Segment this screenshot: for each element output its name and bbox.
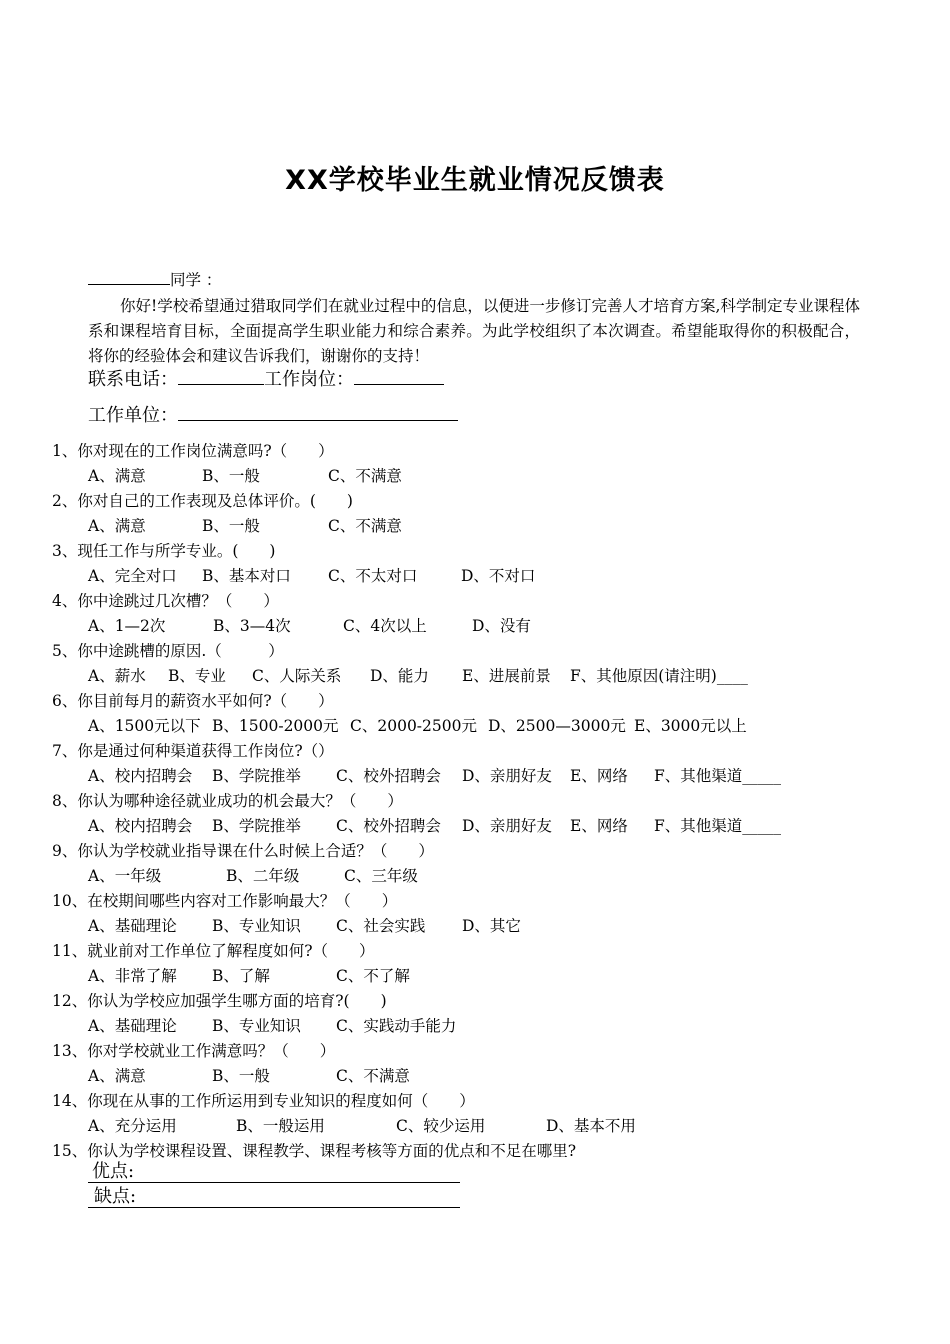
option[interactable]: C、社会实践 xyxy=(336,917,426,935)
option[interactable]: A、充分运用 xyxy=(88,1117,177,1135)
option[interactable]: B、一般运用 xyxy=(236,1117,325,1135)
question-15: 15、你认为学校课程设置、课程教学、课程考核等方面的优点和不足在哪里? xyxy=(52,1142,577,1160)
option[interactable]: C、4次以上 xyxy=(343,617,427,635)
shortcomings-field[interactable] xyxy=(88,1187,460,1208)
question-5: 5、你中途跳槽的原因.（ ） xyxy=(52,642,284,660)
option[interactable]: A、满意 xyxy=(88,517,146,535)
option[interactable]: D、没有 xyxy=(472,617,531,635)
option[interactable]: C、较少运用 xyxy=(396,1117,486,1135)
option[interactable]: D、2500—3000元 xyxy=(488,717,626,735)
option[interactable]: A、校内招聘会 xyxy=(88,767,193,785)
phone-label: 联系电话： xyxy=(88,369,178,390)
option[interactable]: B、3—4次 xyxy=(213,617,291,635)
option[interactable]: E、网络 xyxy=(570,817,628,835)
option[interactable]: B、1500-2000元 xyxy=(212,717,339,735)
option[interactable]: E、3000元以上 xyxy=(634,717,747,735)
unit-label: 工作单位： xyxy=(88,405,178,426)
option[interactable]: A、完全对口 xyxy=(88,567,177,585)
option[interactable]: A、满意 xyxy=(88,467,146,485)
option[interactable]: A、基础理论 xyxy=(88,1017,177,1035)
question-7: 7、你是通过何种渠道获得工作岗位?（） xyxy=(52,742,334,760)
option[interactable]: C、校外招聘会 xyxy=(336,817,441,835)
option[interactable]: F、其他渠道_____ xyxy=(654,767,782,785)
phone-blank[interactable] xyxy=(178,368,264,385)
option[interactable]: C、2000-2500元 xyxy=(350,717,477,735)
shortcomings-label: 缺点: xyxy=(94,1186,137,1207)
option[interactable]: D、亲朋好友 xyxy=(462,767,552,785)
option[interactable]: A、一年级 xyxy=(88,867,162,885)
question-14: 14、你现在从事的工作所运用到专业知识的程度如何（ ） xyxy=(52,1092,475,1110)
option[interactable]: F、其他渠道_____ xyxy=(654,817,782,835)
question-6: 6、你目前每月的薪资水平如何?（ ） xyxy=(52,692,334,710)
option[interactable]: B、了解 xyxy=(212,967,270,985)
option[interactable]: C、三年级 xyxy=(344,867,418,885)
greeting-text: 同学 ： xyxy=(170,271,222,289)
question-9: 9、你认为学校就业指导课在什么时候上合适？（ ） xyxy=(52,842,434,860)
post-label: 工作岗位： xyxy=(264,369,354,390)
option[interactable]: A、满意 xyxy=(88,1067,146,1085)
question-10: 10、在校期间哪些内容对工作影响最大？（ ） xyxy=(52,892,398,910)
question-3: 3、现任工作与所学专业。( ) xyxy=(52,542,276,560)
option[interactable]: C、不满意 xyxy=(336,1067,410,1085)
option[interactable]: B、专业 xyxy=(168,667,226,685)
option[interactable]: C、不满意 xyxy=(328,517,402,535)
option[interactable]: C、校外招聘会 xyxy=(336,767,441,785)
option[interactable]: C、实践动手能力 xyxy=(336,1017,457,1035)
option[interactable]: A、1—2次 xyxy=(88,617,166,635)
contact-row xyxy=(88,368,444,392)
option[interactable]: B、专业知识 xyxy=(212,917,301,935)
option[interactable]: B、二年级 xyxy=(226,867,300,885)
option[interactable]: B、专业知识 xyxy=(212,1017,301,1035)
question-12: 12、你认为学校应加强学生哪方面的培育?( ) xyxy=(52,992,387,1010)
intro-paragraph: 你好!学校希望通过猎取同学们在就业过程中的信息，以便进一步修订完善人才培育方案,科学制定专业课程体系和课程培育目标，全面提高学生职业能力和综合素养。为此学校组织了本次调查。希望能取得你的积极配合，将你的经验体会和建议告诉我们，谢谢你的支持！ xyxy=(88,297,860,365)
option[interactable]: B、学院推举 xyxy=(212,817,301,835)
option[interactable]: B、基本对口 xyxy=(202,567,291,585)
option[interactable]: D、能力 xyxy=(370,667,429,685)
option[interactable]: C、不满意 xyxy=(328,467,402,485)
question-8: 8、你认为哪种途径就业成功的机会最大？（ ） xyxy=(52,792,403,810)
option[interactable]: E、进展前景 xyxy=(462,667,551,685)
option[interactable]: C、不了解 xyxy=(336,967,410,985)
question-11: 11、就业前对工作单位了解程度如何?（ ） xyxy=(52,942,375,960)
option[interactable]: C、不太对口 xyxy=(328,567,418,585)
option[interactable]: B、一般 xyxy=(202,517,260,535)
unit-blank[interactable] xyxy=(178,404,458,421)
question-2: 2、你对自己的工作表现及总体评价。( ) xyxy=(52,492,353,510)
option[interactable]: B、一般 xyxy=(212,1067,270,1085)
option[interactable]: D、基本不用 xyxy=(546,1117,636,1135)
option[interactable]: A、薪水 xyxy=(88,667,146,685)
option[interactable]: A、1500元以下 xyxy=(88,717,201,735)
option[interactable]: D、其它 xyxy=(462,917,521,935)
option[interactable]: F、其他原因(请注明)____ xyxy=(570,667,748,685)
question-1: 1、你对现在的工作岗位满意吗?（ ） xyxy=(52,442,334,460)
option[interactable]: C、人际关系 xyxy=(252,667,342,685)
question-13: 13、你对学校就业工作满意吗？（ ） xyxy=(52,1042,336,1060)
option[interactable]: A、非常了解 xyxy=(88,967,177,985)
option[interactable]: D、不对口 xyxy=(461,567,536,585)
option[interactable]: B、学院推举 xyxy=(212,767,301,785)
merits-label: 优点: xyxy=(92,1161,135,1182)
page-title: XX学校毕业生就业情况反馈表 xyxy=(285,165,665,196)
option[interactable]: A、基础理论 xyxy=(88,917,177,935)
option[interactable]: E、网络 xyxy=(570,767,628,785)
option[interactable]: A、校内招聘会 xyxy=(88,817,193,835)
unit-row xyxy=(88,404,458,428)
greeting-line xyxy=(88,268,221,292)
name-blank[interactable] xyxy=(88,268,170,285)
merits-field[interactable] xyxy=(88,1162,460,1183)
question-4: 4、你中途跳过几次槽？（ ） xyxy=(52,592,279,610)
option[interactable]: D、亲朋好友 xyxy=(462,817,552,835)
post-blank[interactable] xyxy=(354,368,444,385)
option[interactable]: B、一般 xyxy=(202,467,260,485)
